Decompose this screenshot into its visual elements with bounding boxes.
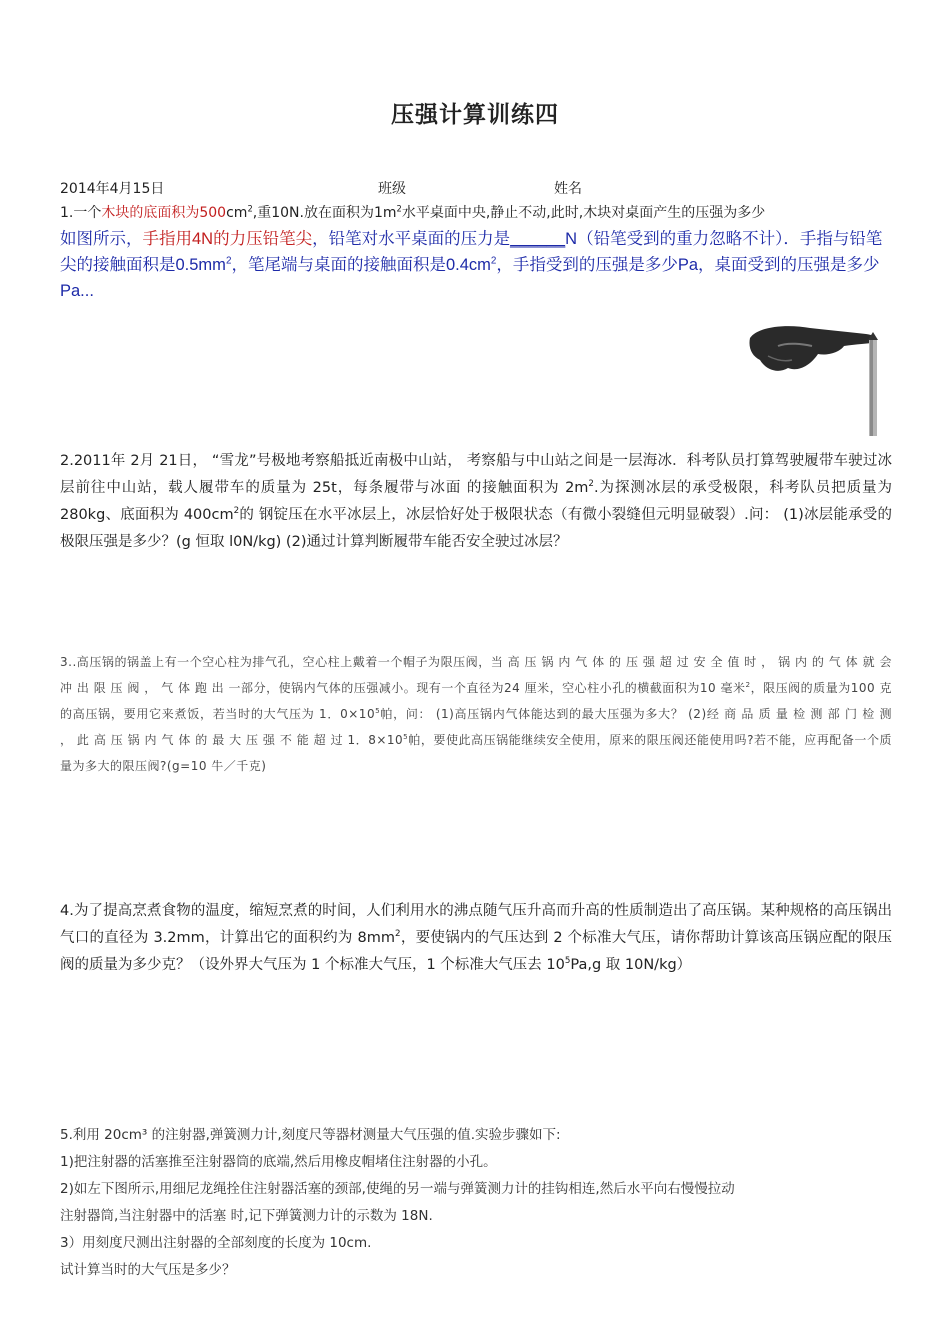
q4-sup-2: 5 bbox=[564, 956, 571, 967]
q3-sup-1: 2 bbox=[745, 680, 751, 689]
q3-text-4: 帕，要使此高压锅能继续安全使用，原来的限压阀还能使用吗?若不能，应再配备一个质量为多大的限压阀?(g=10 牛／千克) bbox=[60, 733, 892, 773]
q1b-blank: ______ bbox=[510, 230, 566, 248]
q3-sup-2: 5 bbox=[375, 706, 381, 715]
q1-sup-2: 2 bbox=[396, 203, 402, 214]
date-label: 2014年4月15日 bbox=[60, 181, 165, 197]
q4-text-1: 4.为了提高烹煮食物的温度，缩短烹煮的时间，人们利用水的沸点随气压升高而升高的性质制造出了高压锅。某种规格的高压锅出气口的直径为 3.2mm，计算出它的面积约为 8mm bbox=[60, 903, 892, 946]
q1b-part2: ，铅笔对水平桌面的压力是 bbox=[312, 230, 511, 248]
q2-text-3: 的 钢锭压在水平冰层上，冰层恰好处于极限状态（有微小裂缝但元明显破裂）.问： (1)冰层能承受的极限压强是多少？(g 恒取 l0N/kg) (2)通过计算判断履带车能否安全驶过冰层？ bbox=[60, 507, 892, 550]
q3-text-2: ，限压阀的质量为100 克的高压锅，要用它来煮饭，若当时的大气压为 1．0×10 bbox=[60, 681, 892, 721]
q3-text-3: 帕，问： (1)高压锅内气体能达到的最大压强为多大？ (2)经 商 品 质 量 检 测 部 门 检 测 ， 此 高 压 锅 内 气 体 的 最 大 压 强 不 能 超 过 1．8×10 bbox=[60, 707, 892, 747]
q1b-red: 手指用4N的力压铅笔尖 bbox=[142, 230, 313, 248]
question-3 bbox=[60, 649, 892, 779]
name-label: 姓名 bbox=[554, 181, 582, 197]
header-row bbox=[60, 178, 890, 200]
q1-after: ,重10N.放在面积为1m bbox=[252, 205, 397, 221]
finger-pencil-figure bbox=[748, 316, 880, 436]
question-2 bbox=[60, 448, 892, 556]
q1-after2: 水平桌面中央,静止不动,此时,木块对桌面产生的压强为多少 bbox=[401, 205, 766, 221]
q5-line-2: 1)把注射器的活塞推至注射器筒的底端,然后用橡皮帽堵住注射器的小孔。 bbox=[60, 1154, 497, 1170]
q5-line-3: 2)如左下图所示,用细尼龙绳拴住注射器活塞的颈部,使绳的另一端与弹簧测力计的挂钩相连,然后水平向右慢慢拉动 bbox=[60, 1181, 735, 1197]
page-title: 压强计算训练四 bbox=[391, 102, 559, 128]
q1-unit: cm bbox=[226, 205, 248, 221]
q1b-part5: ，手指受到的压强是多少Pa，桌面受到的压强是多少Pa... bbox=[60, 256, 880, 300]
q2-text-2: .为探测冰层的承受极限，科考队员把质量为 280kg、底面积为 400cm bbox=[60, 480, 893, 523]
q1b-sup-1: 2 bbox=[225, 255, 232, 267]
q1b-part3: N（铅笔受到的重力忽略不计）．手指与铅笔尖的接触面积是0.5mm bbox=[60, 230, 883, 274]
q1-sup: 2 bbox=[247, 203, 253, 214]
q1b-part4: ，笔尾端与桌面的接触面积是0.4cm bbox=[231, 256, 491, 274]
class-label: 班级 bbox=[378, 181, 406, 197]
q2-text-1: 2.2011年 2月 21日， “雪龙”号极地考察船抵近南极中山站， 考察船与中山站之间是一层海冰．科考队员打算驾驶履带车驶过冰层前往中山站，载人履带车的质量为 25t，每条履带与冰面 的接触面积为 2m bbox=[60, 453, 892, 496]
q5-line-4: 注射器筒,当注射器中的活塞 时,记下弹簧测力计的示数为 18N. bbox=[60, 1208, 433, 1224]
q4-sup-1: 2 bbox=[395, 929, 401, 940]
q1-highlight: 木块的底面积为500 bbox=[101, 205, 227, 221]
question-5 bbox=[60, 1122, 892, 1284]
q1-prefix: 1.一个 bbox=[60, 205, 102, 221]
q5-line-5: 3）用刻度尺测出注射器的全部刻度的长度为 10cm. bbox=[60, 1235, 372, 1251]
q2-sup-1: 2 bbox=[588, 479, 594, 490]
q1b-sup-2: 2 bbox=[490, 255, 497, 267]
question-1-pencil bbox=[60, 226, 892, 304]
question-1 bbox=[60, 203, 892, 223]
q3-sup-3: 5 bbox=[403, 732, 409, 741]
q5-line-6: 试计算当时的大气压是多少？ bbox=[60, 1262, 236, 1278]
q5-line-1: 5.利用 20cm³ 的注射器,弹簧测力计,刻度尺等器材测量大气压强的值.实验步骤如下: bbox=[60, 1127, 561, 1143]
q2-sup-2: 2 bbox=[233, 506, 240, 517]
q1b-part1: 如图所示， bbox=[60, 230, 143, 248]
q4-text-2: ，要使锅内的气压达到 2 个标准大气压，请你帮助计算该高压锅应配的限压阀的质量为多少克？（设外界大气压为 1 个标准大气压，1 个标准大气压去 10 bbox=[60, 930, 892, 973]
q4-text-3: Pa,g 取 10N/kg） bbox=[570, 957, 692, 973]
question-4 bbox=[60, 898, 892, 979]
q3-text-1: 3..高压锅的锅盖上有一个空心柱为排气孔，空心柱上戴着一个帽子为限压阀，当 高 压 锅 内 气 体 的 压 强 超 过 安 全 值 时 ， 锅 内 的 气 体 就 会 冲 出 限 压 阀 ， 气 体 跑 出 一部分，使锅内气体的压强减小。现有一个直径为24 厘米，空心柱小孔的横截面积为10 毫米 bbox=[60, 655, 892, 695]
